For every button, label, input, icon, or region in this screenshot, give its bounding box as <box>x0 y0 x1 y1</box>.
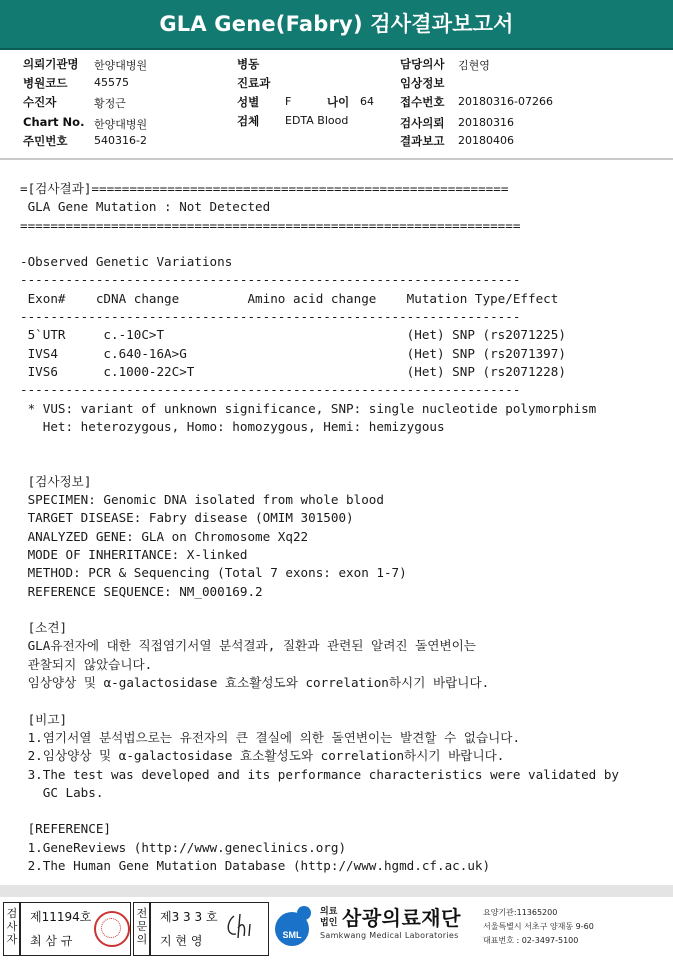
report-line: [비고] <box>20 711 68 727</box>
report-line <box>20 436 670 454</box>
report-line: [소견] <box>20 620 68 636</box>
report-line: 1.염기서열 분석법으로는 유전자의 큰 결실에 의한 돌연변이는 발견할 수 없습니다. <box>20 729 521 745</box>
report-line: IVS4 c.640-16A>G (Het) SNP (rs2071397) <box>20 345 566 361</box>
report-line: 관찰되지 않았습니다. <box>20 656 153 672</box>
org-name: 삼광의료재단 <box>342 906 461 930</box>
hospital-value: 한양대병원 <box>94 59 148 72</box>
report-line: GLA Gene Mutation : Not Detected <box>20 199 271 215</box>
report-line: ------------------------------------------------------------------ <box>20 309 521 325</box>
report-body <box>20 180 670 875</box>
sml-logo-icon <box>272 903 318 949</box>
report-line: IVS6 c.1000-22C>T (Het) SNP (rs2071228) <box>20 363 566 379</box>
org-contact-2: 서울특별시 서초구 양재동 9-60 <box>483 922 594 931</box>
specimen-label: 검체 <box>237 114 260 128</box>
hospital-code-value: 45575 <box>94 76 129 89</box>
report-line: ------------------------------------------------------------------ <box>20 382 521 398</box>
report-line: Exon# cDNA change Amino acid change Mutation Type/Effect <box>20 290 559 306</box>
report-footer <box>0 898 673 967</box>
report-line: * VUS: variant of unknown significance, SNP: single nucleotide polymorphism <box>20 400 597 416</box>
tester-label-2: 사 <box>6 920 18 933</box>
report-header <box>0 0 673 48</box>
request-date-label: 검사의뢰 <box>400 116 445 130</box>
chart-no-label: Chart No. <box>23 115 85 129</box>
report-line: 2.The Human Gene Mutation Database (http://www.hgmd.cf.ac.uk) <box>20 857 491 873</box>
accession-value: 20180316-07266 <box>458 95 553 108</box>
patient-value: 황정근 <box>94 97 126 110</box>
ward-label: 병동 <box>237 57 260 71</box>
report-line: 2.임상양상 및 α-galactosidase 효소활성도와 correlation하시기 바랍니다. <box>20 748 505 764</box>
report-date-label: 결과보고 <box>400 134 445 148</box>
report-date-value: 20180406 <box>458 134 514 147</box>
report-line: GLA유전자에 대한 직접염기서열 분석결과, 질환과 관련된 알려진 돌연변이는 <box>20 638 476 654</box>
accession-label: 접수번호 <box>400 95 445 109</box>
report-line: 임상양상 및 α-galactosidase 효소활성도와 correlation하시기 바랍니다. <box>20 675 490 691</box>
patient-info <box>0 54 673 156</box>
tester-label-3: 자 <box>6 933 18 946</box>
resident-no-value: 540316-2 <box>94 134 147 147</box>
org-contact-1: 요양기관:11365200 <box>483 908 558 917</box>
tester-seal-icon <box>94 911 130 947</box>
report-line <box>20 235 670 253</box>
specialist-label-3: 의 <box>136 933 148 946</box>
report-line: =[검사결과]======================================================= <box>20 181 509 196</box>
report-line: 3.The test was developed and its performance characteristics were validated by <box>20 766 619 782</box>
tester-license: 제11194호 <box>30 910 92 924</box>
report-line: [REFERENCE] <box>20 821 111 837</box>
age-value: 64 <box>360 95 374 108</box>
specialist-box-divider <box>149 902 151 955</box>
report-line: ANALYZED GENE: GLA on Chromosome Xq22 <box>20 528 309 544</box>
hospital-code-label: 병원코드 <box>23 76 68 90</box>
report-line: -Observed Genetic Variations <box>20 254 233 270</box>
org-english-name: Samkwang Medical Laboratories <box>320 931 459 940</box>
resident-no-label: 주민번호 <box>23 134 68 148</box>
report-line: ------------------------------------------------------------------ <box>20 272 521 288</box>
header-divider <box>0 48 673 50</box>
clinical-info-label: 임상정보 <box>400 76 445 90</box>
specialist-license: 제3 3 3 호 <box>160 910 218 924</box>
tester-box-divider <box>19 902 21 955</box>
doctor-value: 김현영 <box>458 59 490 72</box>
doctor-label: 담당의사 <box>400 57 445 71</box>
patient-label: 수진자 <box>23 95 57 109</box>
org-prefix-2: 법인 <box>320 918 338 928</box>
signature-icon <box>222 910 260 944</box>
chart-no-value: 한양대병원 <box>94 118 148 131</box>
report-line: ================================================================== <box>20 217 521 233</box>
report-line <box>20 454 670 472</box>
report-line: 5`UTR c.-10C>T (Het) SNP (rs2071225) <box>20 327 566 343</box>
specialist-name: 지 현 영 <box>160 934 203 948</box>
report-line <box>20 601 670 619</box>
sml-logo-text: SML <box>282 930 302 940</box>
age-label: 나이 <box>327 95 350 109</box>
org-prefix-1: 의료 <box>320 907 338 917</box>
report-line: TARGET DISEASE: Fabry disease (OMIM 301500) <box>20 510 354 526</box>
report-line: REFERENCE SEQUENCE: NM_000169.2 <box>20 583 263 599</box>
specialist-label-1: 전 <box>136 907 148 920</box>
report-line: 1.GeneReviews (http://www.geneclinics.org) <box>20 839 347 855</box>
footer-band <box>0 885 673 897</box>
specimen-value: EDTA Blood <box>285 114 349 127</box>
sex-value: F <box>285 95 292 108</box>
report-line: METHOD: PCR & Sequencing (Total 7 exons: exon 1-7) <box>20 565 407 581</box>
org-contact-3: 대표번호 : 02-3497-5100 <box>483 936 579 945</box>
report-line <box>20 802 670 820</box>
tester-name: 최 삼 규 <box>30 934 73 948</box>
tester-label-1: 검 <box>6 907 18 920</box>
sex-label: 성별 <box>237 95 260 109</box>
report-line: MODE OF INHERITANCE: X-linked <box>20 546 248 562</box>
info-divider <box>0 158 673 160</box>
department-label: 진료과 <box>237 76 271 90</box>
report-line: [검사정보] <box>20 473 92 489</box>
report-line: SPECIMEN: Genomic DNA isolated from whole blood <box>20 492 384 508</box>
report-title: GLA Gene(Fabry) 검사결과보고서 <box>159 12 514 36</box>
report-line <box>20 692 670 710</box>
report-line: GC Labs. <box>20 784 104 800</box>
specialist-label-2: 문 <box>136 920 148 933</box>
hospital-label: 의뢰기관명 <box>23 57 79 71</box>
request-date-value: 20180316 <box>458 116 514 129</box>
report-line: Het: heterozygous, Homo: homozygous, Hemi: hemizygous <box>20 418 445 434</box>
